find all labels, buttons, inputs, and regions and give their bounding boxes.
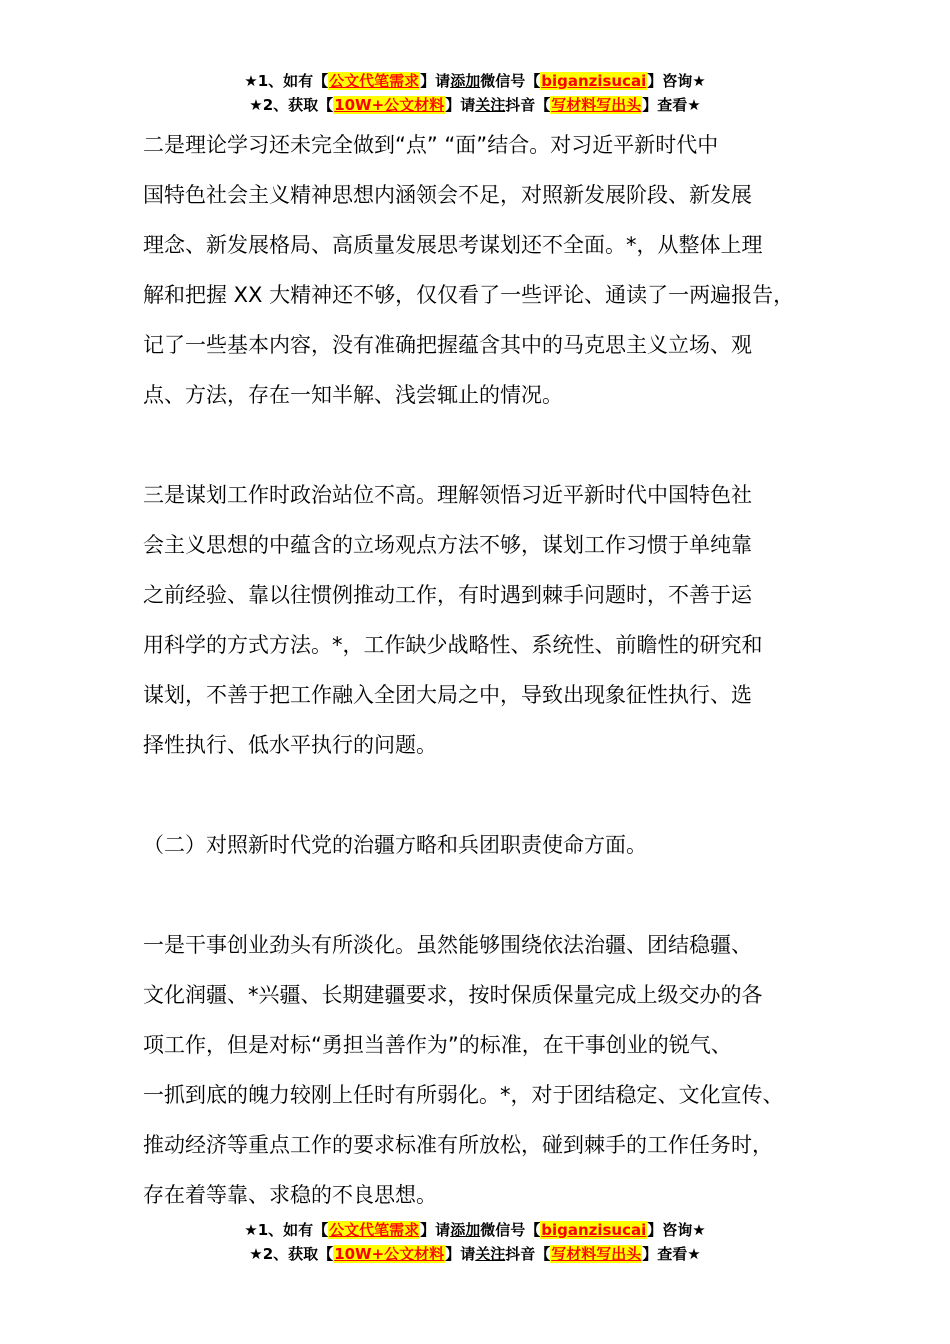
paragraph-1 [143, 120, 843, 420]
banner-text: 】咨询★ [647, 1221, 706, 1239]
banner-underline: 关注 [475, 96, 506, 114]
banner-highlight: biganzisucai [541, 1221, 647, 1239]
text-line: 一是干事创业劲头有所淡化。虽然能够围绕依法治疆、团结稳疆、 [143, 933, 752, 957]
text-line: 之前经验、靠以往惯例推动工作，有时遇到棘手问题时，不善于运 [143, 583, 752, 607]
text-line: 谋划，不善于把工作融入全团大局之中，导致出现象征性执行、选 [143, 683, 752, 707]
banner-text: ★2、获取【 [249, 1245, 334, 1263]
banner-text: 】请 [445, 1245, 476, 1263]
text-line: 理念、新发展格局、高质量发展思考谋划还不全面。*，从整体上理 [143, 233, 763, 257]
banner-line-2 [0, 1242, 950, 1266]
banner-line-1 [0, 69, 950, 93]
banner-text: 】请 [420, 72, 451, 90]
text-line: 一抓到底的魄力较刚上任时有所弱化。*，对于团结稳定、文化宣传、 [143, 1083, 784, 1107]
text-line: 项工作，但是对标“勇担当善作为”的标准，在干事创业的锐气、 [143, 1033, 732, 1057]
text-line: 存在着等靠、求稳的不良思想。 [143, 1183, 437, 1207]
text-line: 择性执行、低水平执行的问题。 [143, 733, 437, 757]
paragraph-2 [143, 470, 843, 770]
text-line: 文化润疆、*兴疆、长期建疆要求，按时保质保量完成上级交办的各 [143, 983, 763, 1007]
section-heading [143, 820, 843, 870]
top-banner [0, 69, 950, 117]
text-line: 二是理论学习还未完全做到“点” “面”结合。对习近平新时代中 [143, 133, 719, 157]
text-line: 会主义思想的中蕴含的立场观点方法不够，谋划工作习惯于单纯靠 [143, 533, 752, 557]
banner-text: 抖音【 [505, 1245, 551, 1263]
text-line: 国特色社会主义精神思想内涵领会不足，对照新发展阶段、新发展 [143, 183, 752, 207]
paragraph-3 [143, 920, 843, 1220]
text-line: （二）对照新时代党的治疆方略和兵团职责使命方面。 [143, 833, 647, 857]
banner-highlight: biganzisucai [541, 72, 647, 90]
banner-text: ★1、如有【 [244, 72, 329, 90]
banner-underline: 添加 [450, 1221, 481, 1239]
banner-highlight: 10W+公文材料 [334, 96, 445, 114]
banner-text: 】请 [420, 1221, 451, 1239]
text-line: 三是谋划工作时政治站位不高。理解领悟习近平新时代中国特色社 [143, 483, 752, 507]
bottom-banner [0, 1218, 950, 1266]
banner-highlight: 公文代笔需求 [329, 1221, 420, 1239]
banner-line-1 [0, 1218, 950, 1242]
banner-text: ★2、获取【 [249, 96, 334, 114]
banner-text: 抖音【 [505, 96, 551, 114]
banner-text: ★1、如有【 [244, 1221, 329, 1239]
banner-highlight: 10W+公文材料 [334, 1245, 445, 1263]
banner-underline: 关注 [475, 1245, 506, 1263]
banner-text: 微信号【 [480, 1221, 541, 1239]
banner-line-2 [0, 93, 950, 117]
text-line: 用科学的方式方法。*，工作缺少战略性、系统性、前瞻性的研究和 [143, 633, 763, 657]
banner-highlight: 写材料写出头 [551, 96, 642, 114]
banner-text: 微信号【 [480, 72, 541, 90]
text-line: 解和把握 XX 大精神还不够，仅仅看了一些评论、通读了一两遍报告， [143, 283, 795, 307]
banner-highlight: 写材料写出头 [551, 1245, 642, 1263]
banner-highlight: 公文代笔需求 [329, 72, 420, 90]
banner-text: 】请 [445, 96, 476, 114]
document-body [143, 120, 843, 1220]
text-line: 点、方法，存在一知半解、浅尝辄止的情况。 [143, 383, 563, 407]
banner-text: 】查看★ [642, 1245, 701, 1263]
text-line: 推动经济等重点工作的要求标准有所放松，碰到棘手的工作任务时， [143, 1133, 773, 1157]
banner-underline: 添加 [450, 72, 481, 90]
text-line: 记了一些基本内容，没有准确把握蕴含其中的马克思主义立场、观 [143, 333, 752, 357]
banner-text: 】查看★ [642, 96, 701, 114]
banner-text: 】咨询★ [647, 72, 706, 90]
